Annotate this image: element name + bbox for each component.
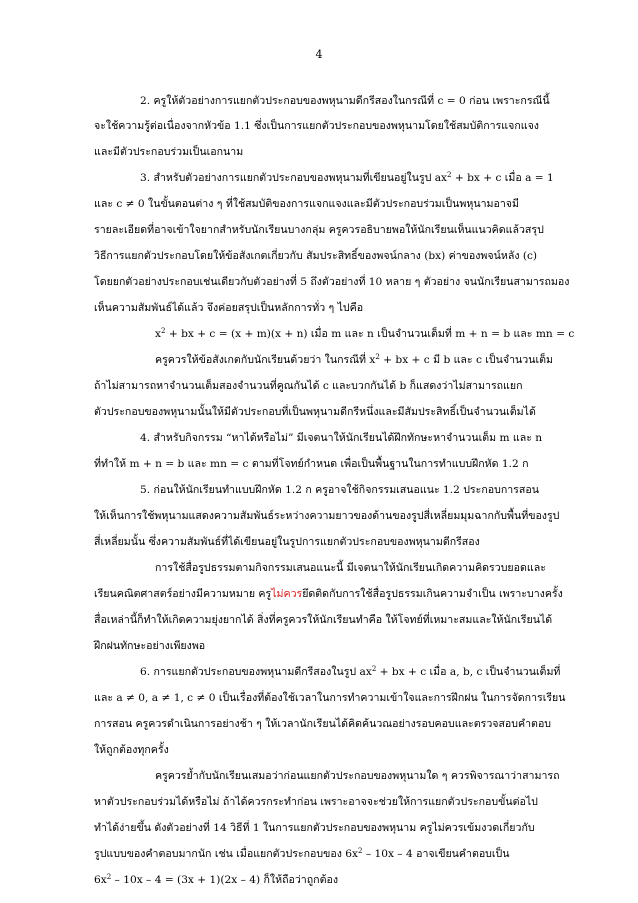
para2-line3: และมีตัวประกอบร่วมเป็นเอกนาม	[94, 146, 244, 158]
page-number: 4	[315, 48, 323, 61]
para3-line2: และ c ≠ 0 ในขั้นตอนต่าง ๆ ที่ใช้สมบัติของการแจกแจงและมีตัวประกอบร่วมเป็นพหุนามอาจมี	[94, 198, 520, 210]
para6-line8: รูปแบบของคำตอบมากนัก เช่น เมื่อแยกตัวประกอบของ $6x^2 - 10x - 4$ อาจเขียนคำตอบเป็น	[94, 847, 510, 860]
highlight-text: ไม่ควร	[271, 588, 303, 600]
para2-line2: จะใช้ความรู้ต่อเนื่องจากหัวข้อ 1.1 ซึ่งเป็นการแยกตัวประกอบของพหุนามโดยใช้สมบัติการแจกแจง	[94, 120, 539, 132]
para5-line3: สี่เหลี่ยมนั้น ซึ่งความสัมพันธ์ที่ได้เขียนอยู่ในรูปการแยกตัวประกอบของพหุนามดีกรีสอง	[94, 536, 480, 548]
para3-note-line2: ถ้าไม่สามารถหาจำนวนเต็มสองจำนวนที่คูณกันได้ c และบวกกันได้ b ก็แสดงว่าไม่สามารถแยก	[94, 380, 523, 392]
para3-line4: วิธีการแยกตัวประกอบโดยให้ข้อสังเกตเกี่ยวกับ สัมประสิทธิ์ของพจน์กลาง (bx) ค่าของพจน์หลัง (c)	[94, 250, 538, 262]
para3-note-line3: ตัวประกอบของพหุนามนั้นให้มีตัวประกอบที่เป็นพหุนามดีกรีหนึ่งและมีสัมประสิทธิ์เป็นจำนวนเต็มได้	[94, 406, 536, 418]
para3-line1: 3. สำหรับตัวอย่างการแยกตัวประกอบของพหุนามที่เขียนอยู่ในรูป $ax^2$ + bx + c เมื่อ a = 1	[140, 171, 554, 184]
para2-line1: 2. ครูให้ตัวอย่างการแยกตัวประกอบของพหุนามดีกรีสองในกรณีที่ c = 0 ก่อน เพราะกรณีนี้	[140, 95, 550, 107]
para6-line3: การสอน ครูควรดำเนินการอย่างช้า ๆ ให้เวลานักเรียนได้คิดค้นวณอย่างรอบคอบและตรวจสอบคำตอบ	[94, 718, 552, 730]
para5-line6: สื่อเหล่านี้ก็ทำให้เกิดความยุ่งยากได้ สิ่งที่ครูควรให้นักเรียนทำคือ ให้โจทย์ที่เหมาะสมและให้นักเรียนได้	[94, 614, 553, 626]
para5-line4: การใช้สื่อรูปธรรมตามกิจกรรมเสนอแนะนี้ มีเจตนาให้นักเรียนเกิดความคิดรวบยอดและ	[155, 562, 546, 574]
para6-line6: หาตัวประกอบร่วมได้หรือไม่ ถ้าได้ควรกระทำก่อน เพราะอาจจะช่วยให้การแยกตัวประกอบขั้นต่อไป	[94, 796, 538, 808]
para6-line7: ทำได้ง่ายขึ้น ดังตัวอย่างที่ 14 วิธีที่ 1 ในการแยกตัวประกอบของพหุนาม ครูไม่ควรเข้มงวดเกี่ยวกับ	[94, 822, 535, 834]
para4-line2: ที่ทำให้ m + n = b และ mn = c ตามที่โจทย์กำหนด เพื่อเป็นพื้นฐานในการทำแบบฝึกหัด 1.2 ก	[94, 458, 529, 470]
para3-line6: เห็นความสัมพันธ์ได้แล้ว จึงค่อยสรุปเป็นหลักการทั่ว ๆ ไปคือ	[94, 302, 364, 314]
para3-line3: รายละเอียดที่อาจเข้าใจยากสำหรับนักเรียนบางกลุ่ม ครูควรอธิบายพอให้นักเรียนเห็นแนวคิดแล้วสรุป	[94, 224, 544, 236]
formula-line: $x^2$ + bx + c = (x + m)(x + n) เมื่อ m และ n เป็นจำนวนเต็มที่ m + n = b และ mn = c	[155, 327, 575, 340]
para6-line4: ให้ถูกต้องทุกครั้ง	[94, 744, 169, 756]
para6-line1: 6. การแยกตัวประกอบของพหุนามดีกรีสองในรูป $ax^2$ + bx + c เมื่อ a, b, c เป็นจำนวนเต็มที่	[140, 665, 561, 678]
para3-note-line1: ครูควรให้ข้อสังเกตกับนักเรียนด้วยว่า ในกรณีที่ $x^2$ + bx + c มี b และ c เป็นจำนวนเต็ม	[155, 353, 553, 366]
para5-line2: ให้เห็นการใช้พหุนามแสดงความสัมพันธ์ระหว่างความยาวของด้านของรูปสี่เหลี่ยมมุมฉากกับพื้นที่ของรูป	[94, 510, 560, 522]
para6-line5: ครูควรย้ำกับนักเรียนเสมอว่าก่อนแยกตัวประกอบของพหุนามใด ๆ ควรพิจารณาว่าสามารถ	[155, 770, 560, 782]
para3-line5: โดยยกตัวอย่างประกอบเช่นเดียวกับตัวอย่างที่ 5 ถึงตัวอย่างที่ 10 หลาย ๆ ตัวอย่าง จนนักเรียนสามารถมอง	[94, 276, 570, 288]
para5-line5: เรียนคณิตศาสตร์อย่างมีความหมาย ครูไม่ควรยึดติดกับการใช้สื่อรูปธรรมเกินความจำเป็น เพราะบางครั้ง	[94, 588, 563, 600]
para5-line1: 5. ก่อนให้นักเรียนทำแบบฝึกหัด 1.2 ก ครูอาจใช้กิจกรรมเสนอแนะ 1.2 ประกอบการสอน	[140, 484, 539, 496]
para4-line1: 4. สำหรับกิจกรรม “หาได้หรือไม่” มีเจตนาให้นักเรียนได้ฝึกทักษะหาจำนวนเต็ม m และ n	[140, 432, 543, 444]
para6-line9: $6x^2 - 10x - 4 = (3x + 1)(2x - 4)$ ก็ให้ถือว่าถูกต้อง	[94, 873, 338, 886]
para6-line2: และ a ≠ 0, a ≠ 1, c ≠ 0 เป็นเรื่องที่ต้องใช้เวลาในการทำความเข้าใจและการฝึกฝน ในการจัดการเรียน	[94, 692, 566, 704]
para5-line7: ฝึกฝนทักษะอย่างเพียงพอ	[94, 640, 206, 652]
